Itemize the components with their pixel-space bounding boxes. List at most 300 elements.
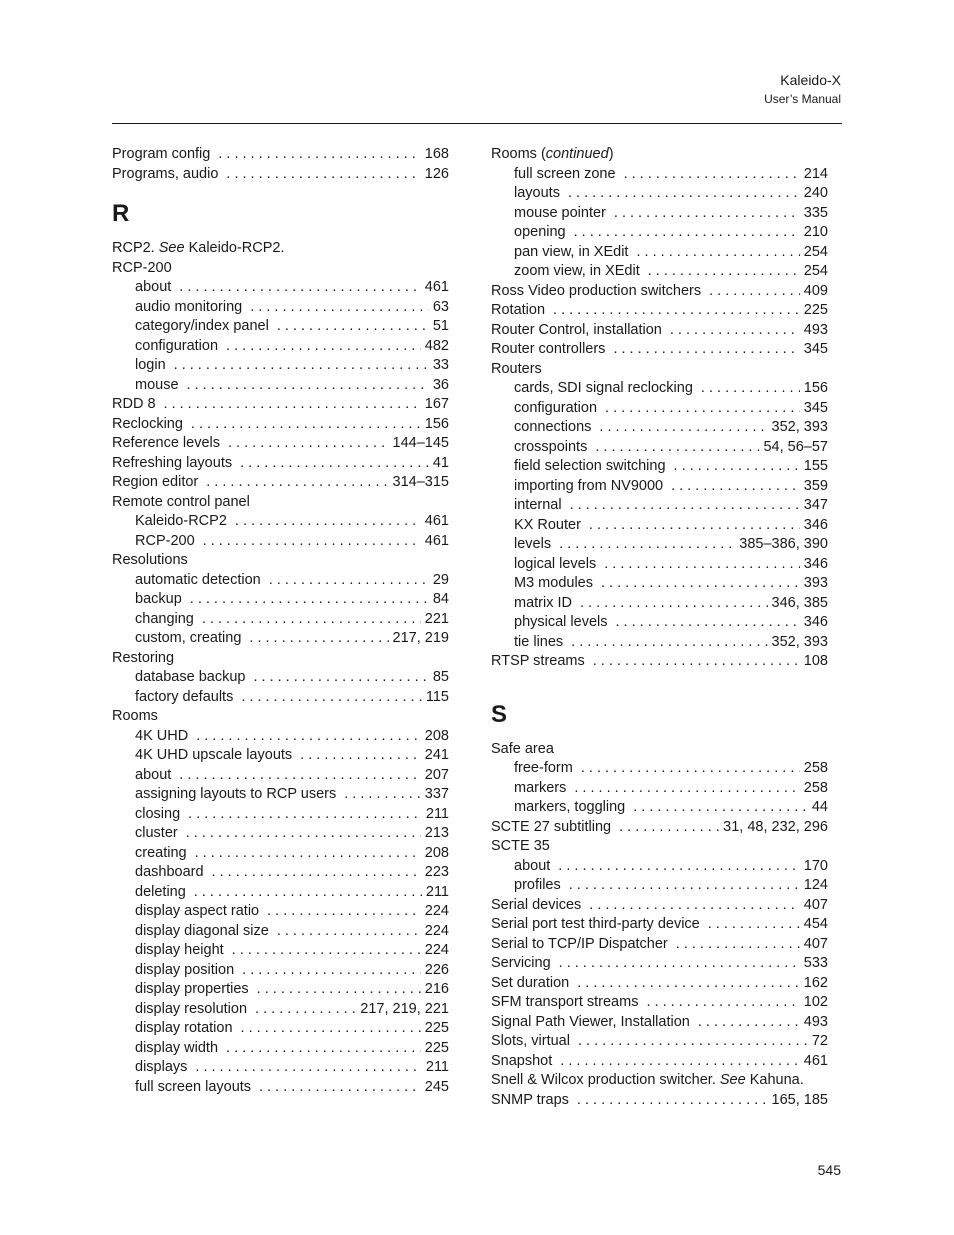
entry-page: 208 <box>424 844 449 861</box>
entry-term: full screen layouts <box>135 1078 252 1095</box>
leader-dots <box>580 594 768 614</box>
entry-page: 337 <box>424 786 449 802</box>
index-heading-resolutions <box>112 551 449 571</box>
index-subentry <box>491 613 828 633</box>
entry-page: 461 <box>803 1052 828 1069</box>
entry-page: 211 <box>425 805 449 822</box>
entry-group <box>491 857 828 896</box>
entry-page: 533 <box>803 955 828 971</box>
index-subentry <box>491 204 828 224</box>
index-entry <box>112 454 449 474</box>
leader-dots <box>179 766 421 786</box>
index-subentry <box>112 883 449 903</box>
entry-page: 241 <box>424 747 449 763</box>
index-subentry <box>112 746 449 766</box>
entry-term: RTSP streams <box>491 653 585 669</box>
index-subentry <box>112 824 449 844</box>
entry-page: 335 <box>803 204 828 221</box>
leader-dots <box>250 298 429 318</box>
entry-page: 156 <box>803 380 828 396</box>
entry-term: tie lines <box>514 633 564 650</box>
entry-page: 245 <box>424 1078 449 1095</box>
entry-page: 258 <box>803 760 828 776</box>
index-subentry <box>491 798 828 818</box>
section-letter-r: R <box>112 200 130 227</box>
entry-page: 461 <box>424 532 449 549</box>
entry-group <box>491 165 828 282</box>
index-subentry <box>112 1000 449 1020</box>
index-subentry <box>491 418 828 438</box>
index-entry-scte27 <box>491 818 828 838</box>
entry-term: display position <box>135 961 235 978</box>
entry-term: full screen zone <box>514 165 616 182</box>
entry-term: SCTE 35 <box>491 838 550 854</box>
index-subentry <box>112 1058 449 1078</box>
entry-term: Remote control panel <box>112 493 250 510</box>
leader-dots <box>277 922 421 942</box>
index-subentry <box>112 512 449 532</box>
entry-term: physical levels <box>514 614 608 630</box>
index-subentry <box>112 376 449 396</box>
entry-page: 225 <box>424 1039 449 1056</box>
index-subentry <box>112 610 449 630</box>
leader-dots <box>671 477 800 497</box>
entry-page: 359 <box>803 477 828 494</box>
index-heading-routers <box>491 360 828 380</box>
entry-page: 124 <box>803 877 828 893</box>
entry-page: 352, 393 <box>771 419 828 435</box>
leader-dots <box>570 496 800 516</box>
entry-term: logical levels <box>514 555 597 572</box>
leader-dots <box>191 415 421 435</box>
index-subentry <box>112 1019 449 1039</box>
entry-page: 393 <box>803 575 828 591</box>
entry-term: cards, SDI signal reclocking <box>514 380 693 396</box>
entry-term: Resolutions <box>112 552 188 568</box>
entry-page: 223 <box>424 864 449 880</box>
index-subentry <box>491 379 828 399</box>
leader-dots <box>202 610 421 630</box>
entry-term: KX Router <box>514 516 581 533</box>
leader-dots <box>257 980 421 1000</box>
entry-page: 165, 185 <box>771 1091 828 1108</box>
index-entry <box>491 954 828 974</box>
entry-page: 240 <box>803 185 828 201</box>
entry-page: 347 <box>803 497 828 513</box>
leader-dots <box>235 512 421 532</box>
entry-page: 217, 219, 221 <box>360 1000 449 1017</box>
entry-page: 167 <box>424 396 449 412</box>
index-subentry <box>491 516 828 536</box>
entry-page: 461 <box>424 279 449 295</box>
index-subentry <box>112 668 449 688</box>
index-subentry <box>491 535 828 555</box>
entry-page: 102 <box>803 994 828 1010</box>
index-heading-safe-area <box>491 740 828 760</box>
entry-page: 407 <box>803 896 828 913</box>
see-target: Kaleido-RCP2. <box>184 240 285 256</box>
entry-term: cluster <box>135 825 178 841</box>
leader-dots <box>267 902 421 922</box>
index-entry <box>112 145 449 165</box>
entry-page: 345 <box>803 341 828 357</box>
entry-term: factory defaults <box>135 688 234 705</box>
entry-page: 162 <box>803 974 828 991</box>
leader-dots <box>646 993 799 1013</box>
entry-page: 36 <box>432 376 449 393</box>
entry-page: 51 <box>432 318 449 334</box>
entry-term: levels <box>514 536 552 552</box>
entry-term: automatic detection <box>135 571 261 588</box>
index-subentry <box>491 262 828 282</box>
index-heading-scte35 <box>491 837 828 857</box>
index-subentry <box>491 594 828 614</box>
entry-term: 4K UHD <box>135 727 189 744</box>
index-subentry <box>112 571 449 591</box>
index-subentry <box>112 278 449 298</box>
entry-term: mouse pointer <box>514 204 606 221</box>
entry-page: 482 <box>424 337 449 354</box>
entry-term: changing <box>135 610 194 627</box>
entry-term: Reference levels <box>112 435 220 451</box>
leader-dots <box>194 883 422 903</box>
leader-dots <box>569 876 800 896</box>
entry-page: 54, 56–57 <box>763 438 828 455</box>
leader-dots <box>698 1013 800 1033</box>
index-column-right <box>491 145 828 1110</box>
entry-page: 221 <box>424 610 449 627</box>
entry-page: 352, 393 <box>771 633 828 650</box>
index-subentry <box>491 184 828 204</box>
entry-term: Safe area <box>491 740 554 757</box>
entry-page: 31, 48, 232, 296 <box>723 818 828 835</box>
leader-dots <box>232 941 421 961</box>
leader-dots <box>218 145 420 165</box>
leader-dots <box>559 535 735 555</box>
entry-page: 225 <box>424 1020 449 1036</box>
section-letter-s: S <box>491 700 508 728</box>
index-subentry <box>112 844 449 864</box>
entry-page: 168 <box>424 146 449 162</box>
leader-dots <box>553 301 800 321</box>
entry-term: Rooms ( <box>491 146 546 162</box>
entry-page: 155 <box>803 458 828 474</box>
leader-dots <box>578 1032 808 1052</box>
entry-term: Servicing <box>491 955 551 971</box>
entry-group <box>112 512 449 551</box>
entry-page: 226 <box>424 961 449 978</box>
index-entry <box>491 896 828 916</box>
entry-term: assigning layouts to RCP users <box>135 786 337 802</box>
leader-dots <box>633 798 808 818</box>
entry-group <box>112 571 449 649</box>
entry-term: about <box>135 279 172 295</box>
entry-term: display properties <box>135 981 249 997</box>
index-subentry <box>112 337 449 357</box>
entry-group <box>491 282 828 360</box>
leader-dots <box>577 1091 768 1111</box>
header-rule <box>112 123 842 124</box>
entry-page: 225 <box>803 302 828 318</box>
leader-dots <box>190 590 429 610</box>
entry-term: markers <box>514 779 567 796</box>
leader-dots <box>241 688 422 708</box>
entry-term: layouts <box>514 185 560 201</box>
index-heading-restoring <box>112 649 449 669</box>
index-entry <box>491 282 828 302</box>
index-subentry <box>491 555 828 575</box>
entry-term: Snapshot <box>491 1052 553 1069</box>
page-number: 545 <box>817 1162 841 1178</box>
leader-dots <box>277 317 429 337</box>
leader-dots <box>558 857 800 877</box>
entry-page: 84 <box>432 591 449 607</box>
entry-page: 63 <box>432 298 449 315</box>
index-entry-snmp <box>491 1091 828 1111</box>
index-subentry <box>112 922 449 942</box>
leader-dots <box>670 321 800 341</box>
index-subentry <box>112 356 449 376</box>
entry-page: 224 <box>424 922 449 939</box>
leader-dots <box>568 184 800 204</box>
entry-term: SFM transport streams <box>491 994 639 1010</box>
entry-page: 493 <box>803 321 828 338</box>
leader-dots <box>708 915 800 935</box>
entry-term: audio monitoring <box>135 298 243 315</box>
index-entry <box>491 993 828 1013</box>
see-label: See <box>158 240 185 256</box>
entry-page: 211 <box>425 883 449 900</box>
index-subentry <box>491 477 828 497</box>
entry-page: 409 <box>803 282 828 299</box>
entry-page: 144–145 <box>392 435 449 451</box>
leader-dots <box>601 574 800 594</box>
index-subentry <box>112 1078 449 1098</box>
entry-term: zoom view, in XEdit <box>514 263 640 279</box>
index-entry <box>112 415 449 435</box>
running-header-subtitle: User’s Manual <box>764 92 841 106</box>
index-subentry <box>112 863 449 883</box>
index-subentry <box>112 532 449 552</box>
entry-page: 213 <box>424 825 449 841</box>
leader-dots <box>203 532 421 552</box>
leader-dots <box>604 555 800 575</box>
index-subentry <box>112 980 449 1000</box>
leader-dots <box>624 165 800 185</box>
entry-group <box>112 727 449 1098</box>
entry-term: Refreshing layouts <box>112 454 233 471</box>
entry-term: M3 modules <box>514 575 593 591</box>
index-entry <box>491 321 828 341</box>
leader-dots <box>701 379 800 399</box>
index-subentry <box>112 688 449 708</box>
leader-dots <box>559 954 800 974</box>
leader-dots <box>709 282 800 302</box>
entry-term: Snell & Wilcox production switcher. <box>491 1072 720 1088</box>
index-subentry <box>112 590 449 610</box>
entry-term: RDD 8 <box>112 396 156 412</box>
leader-dots <box>195 1058 421 1078</box>
entry-page: 346 <box>803 555 828 572</box>
index-subentry <box>491 779 828 799</box>
entry-term: database backup <box>135 669 246 685</box>
running-header-title: Kaleido-X <box>780 72 841 88</box>
entry-term: Serial port test third-party device <box>491 916 700 932</box>
entry-group <box>112 395 449 493</box>
leader-dots <box>196 727 421 747</box>
leader-dots <box>589 516 800 536</box>
index-subentry <box>491 243 828 263</box>
index-heading-rooms-continued <box>491 145 828 165</box>
index-entry <box>112 165 449 185</box>
entry-page: 224 <box>424 903 449 919</box>
leader-dots <box>593 652 800 672</box>
index-entry-snell <box>491 1071 828 1091</box>
index-subentry <box>112 727 449 747</box>
entry-term: display diagonal size <box>135 922 269 939</box>
entry-term: importing from NV9000 <box>514 477 664 494</box>
entry-page: 345 <box>803 399 828 416</box>
entry-term: Slots, virtual <box>491 1033 570 1049</box>
entry-term: Reclocking <box>112 415 183 432</box>
entry-term: Router Control, installation <box>491 321 662 338</box>
leader-dots <box>577 974 800 994</box>
entry-page: 346 <box>803 614 828 630</box>
index-entry <box>491 935 828 955</box>
leader-dots <box>636 243 799 263</box>
entry-page: 407 <box>803 935 828 952</box>
index-entry <box>491 1052 828 1072</box>
paren-close: ) <box>608 146 614 162</box>
entry-term: Rooms <box>112 708 158 724</box>
index-heading-rooms <box>112 707 449 727</box>
leader-dots <box>599 418 767 438</box>
entry-term: pan view, in XEdit <box>514 243 629 260</box>
leader-dots <box>242 961 421 981</box>
entry-term: category/index panel <box>135 318 269 334</box>
entry-page: 216 <box>424 981 449 997</box>
entry-term: display resolution <box>135 1000 248 1017</box>
index-entry <box>491 1013 828 1033</box>
leader-dots <box>674 457 800 477</box>
entry-term: displays <box>135 1059 188 1075</box>
leader-dots <box>571 633 767 653</box>
index-subentry <box>112 961 449 981</box>
leader-dots <box>249 629 388 649</box>
leader-dots <box>188 805 422 825</box>
leader-dots <box>614 204 800 224</box>
leader-dots <box>206 473 388 493</box>
entry-term: closing <box>135 805 181 822</box>
entry-page: 258 <box>803 779 828 796</box>
entry-page: 454 <box>803 916 828 932</box>
continued-label: continued <box>545 146 609 162</box>
entry-page: 33 <box>432 357 449 373</box>
entry-group <box>112 668 449 707</box>
leader-dots <box>648 262 800 282</box>
entry-term: configuration <box>514 399 598 416</box>
leader-dots <box>241 1019 421 1039</box>
leader-dots <box>212 863 421 883</box>
leader-dots <box>253 668 428 688</box>
entry-page: 44 <box>811 799 828 815</box>
index-subentry <box>491 165 828 185</box>
leader-dots <box>676 935 800 955</box>
entry-page: 461 <box>424 513 449 529</box>
entry-term: Router controllers <box>491 341 606 357</box>
entry-term: SCTE 27 subtitling <box>491 818 612 835</box>
entry-page: 85 <box>432 669 449 685</box>
entry-term: display aspect ratio <box>135 903 260 919</box>
entry-term: profiles <box>514 877 561 893</box>
entry-term: custom, creating <box>135 630 242 646</box>
entry-term: matrix ID <box>514 594 572 611</box>
entry-page: 346 <box>803 516 828 533</box>
entry-page: 126 <box>424 165 449 182</box>
entry-term: Serial to TCP/IP Dispatcher <box>491 935 668 952</box>
entry-page: 254 <box>803 243 828 260</box>
entry-page: 254 <box>803 263 828 279</box>
entry-page: 493 <box>803 1013 828 1030</box>
leader-dots <box>619 818 719 838</box>
index-subentry <box>112 298 449 318</box>
index-subentry <box>112 785 449 805</box>
entry-term: crosspoints <box>514 438 588 455</box>
index-subentry <box>112 317 449 337</box>
index-entry-rtsp <box>491 652 828 672</box>
entry-term: connections <box>514 419 592 435</box>
entry-term: SNMP traps <box>491 1091 569 1108</box>
entry-term: RCP-200 <box>112 259 172 276</box>
leader-dots <box>174 356 429 376</box>
entry-term: display rotation <box>135 1020 233 1036</box>
index-subentry <box>491 399 828 419</box>
entry-term: about <box>135 766 172 783</box>
index-entry <box>491 1032 828 1052</box>
entry-group <box>491 379 828 652</box>
entry-page: 156 <box>424 415 449 432</box>
entry-term: display width <box>135 1039 219 1056</box>
entry-term: Set duration <box>491 974 570 991</box>
index-entry <box>491 340 828 360</box>
leader-dots <box>164 395 421 415</box>
see-target: Kahuna. <box>745 1072 804 1088</box>
index-subentry <box>112 902 449 922</box>
entry-term: Region editor <box>112 474 199 490</box>
entry-term: Signal Path Viewer, Installation <box>491 1013 690 1030</box>
leader-dots <box>613 340 799 360</box>
entry-term: Routers <box>491 360 542 377</box>
index-subentry <box>112 941 449 961</box>
entry-page: 170 <box>803 857 828 874</box>
entry-page: 385–386, 390 <box>739 536 828 552</box>
index-entry <box>112 395 449 415</box>
entry-term: opening <box>514 224 566 240</box>
entry-group <box>112 278 449 395</box>
entry-term: internal <box>514 497 562 513</box>
index-subentry <box>491 438 828 458</box>
index-subentry <box>491 223 828 243</box>
entry-page: 346, 385 <box>771 594 828 611</box>
entry-term: 4K UHD upscale layouts <box>135 747 293 763</box>
leader-dots <box>560 1052 800 1072</box>
leader-dots <box>300 746 421 766</box>
entry-term: Restoring <box>112 649 175 666</box>
leader-dots <box>179 278 421 298</box>
entry-group <box>112 145 449 184</box>
leader-dots <box>581 759 800 779</box>
leader-dots <box>574 779 799 799</box>
